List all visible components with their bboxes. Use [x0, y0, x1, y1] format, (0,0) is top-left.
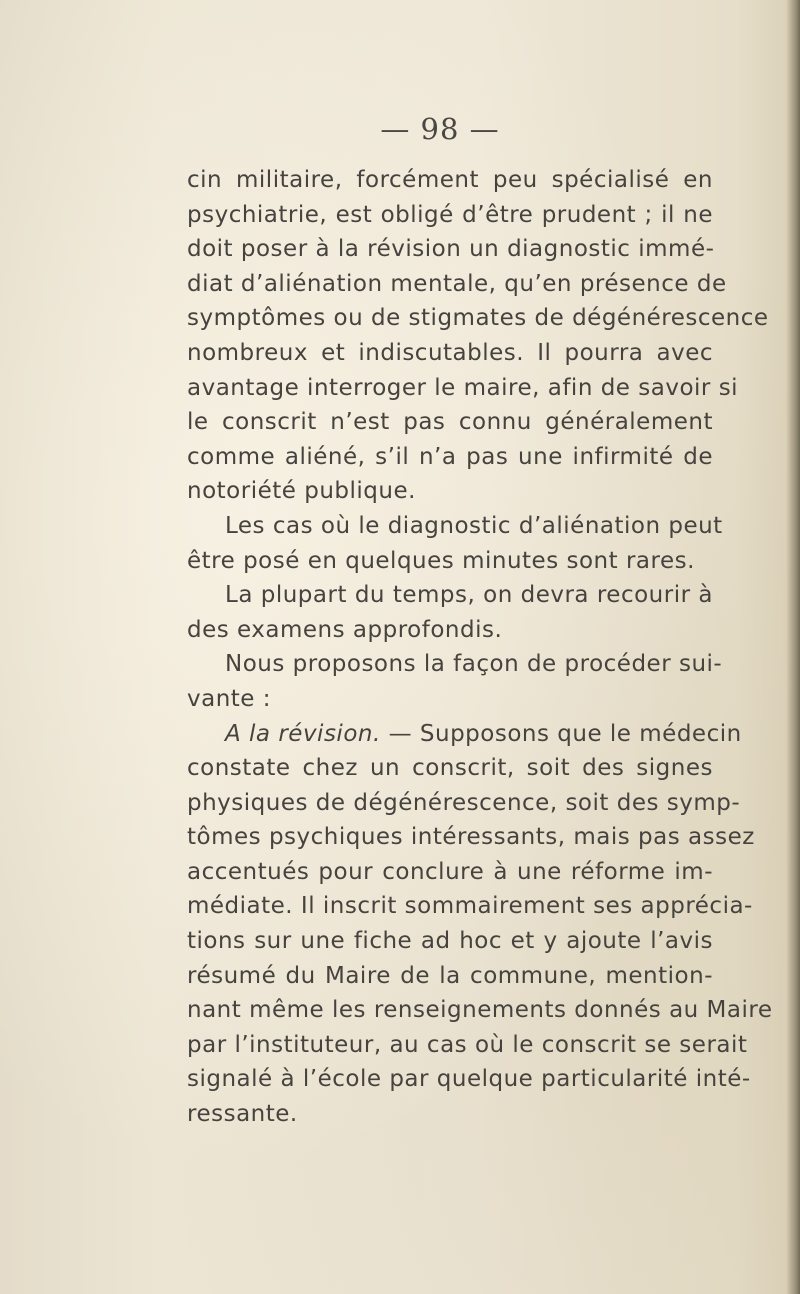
text-line: notoriété publique.	[187, 478, 416, 505]
text-line: signalé à l’école par quelque particularité inté-	[187, 1066, 751, 1093]
section-heading: A la révision.	[225, 720, 381, 747]
text-line: Les cas où le diagnostic d’aliénation peut	[225, 512, 723, 539]
text-line: Nous proposons la façon de procéder sui-	[225, 651, 723, 678]
text-line: physiques de dégénérescence, soit des symp-	[187, 789, 741, 816]
text-line: nant même les renseignements donnés au Maire	[187, 997, 773, 1024]
text-line: des examens approfondis.	[187, 616, 503, 643]
text-line: ressante.	[187, 1101, 298, 1128]
text-line: psychiatrie, est obligé d’être prudent ; il ne	[187, 201, 713, 228]
text-line: vante :	[187, 685, 272, 712]
text-line: comme aliéné, s’il n’a pas une infirmité de	[187, 443, 713, 470]
text-line-with-heading	[187, 717, 742, 752]
text-line: avantage interroger le maire, afin de savoir si	[187, 374, 739, 401]
text-line: diat d’aliénation mentale, qu’en présence de	[187, 270, 727, 297]
text-line: cin militaire, forcément peu spécialisé en	[187, 167, 713, 193]
text-line: La plupart du temps, on devra recourir à	[225, 582, 713, 609]
page-edge-shadow	[786, 0, 800, 1294]
text-line: médiate. Il inscrit sommairement ses apprécia-	[187, 893, 753, 920]
text-line: par l’instituteur, au cas où le conscrit se serait	[187, 1031, 748, 1058]
text-line: symptômes ou de stigmates de dégénérescence	[187, 305, 769, 332]
body-text	[187, 163, 773, 1132]
text-line: tômes psychiques intéressants, mais pas assez	[187, 824, 755, 851]
text-fragment: — Supposons que le médecin	[388, 720, 742, 747]
text-line: être posé en quelques minutes sont rares.	[187, 547, 695, 574]
text-line: nombreux et indiscutables. Il pourra avec	[187, 339, 713, 366]
text-line: tions sur une fiche ad hoc et y ajoute l’avis	[187, 928, 713, 955]
text-line: accentués pour conclure à une réforme im-	[187, 858, 713, 885]
text-line: résumé du Maire de la commune, mention-	[187, 962, 713, 989]
text-line: le conscrit n’est pas connu généralement	[187, 409, 713, 436]
page-number: — 98 —	[380, 112, 500, 146]
text-line: constate chez un conscrit, soit des signes	[187, 755, 713, 782]
text-line: doit poser à la révision un diagnostic immé-	[187, 236, 715, 263]
